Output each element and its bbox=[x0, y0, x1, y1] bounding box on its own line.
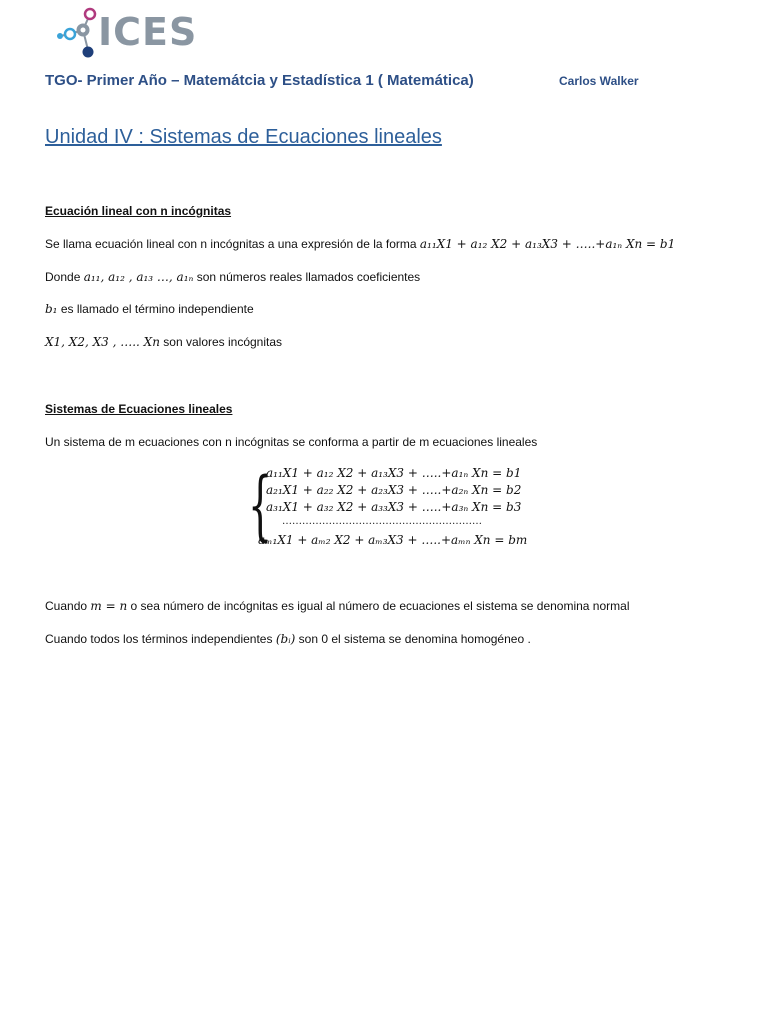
paragraph-homogeneous-system bbox=[45, 632, 531, 646]
unit-title: Unidad IV : Sistemas de Ecuaciones lineales bbox=[45, 126, 442, 148]
coefficients-text: son números reales llamados coeficientes bbox=[196, 270, 421, 284]
system-equation-ellipsis: …………………………………………………… bbox=[282, 516, 482, 527]
author-name: Carlos Walker bbox=[559, 74, 639, 88]
paragraph-unknowns bbox=[45, 335, 282, 349]
normal-formula: m = n bbox=[90, 599, 128, 613]
coefficients-formula: a₁₁, a₁₂ , a₁₃ …, a₁ₙ bbox=[83, 270, 194, 284]
logo-text: ICES bbox=[98, 10, 198, 54]
unknowns-text: son valores incógnitas bbox=[163, 335, 283, 349]
section-heading-systems: Sistemas de Ecuaciones lineales bbox=[45, 402, 233, 416]
normal-prefix: Cuando bbox=[45, 599, 88, 613]
homogeneous-text: son 0 el sistema se denomina homogéneo . bbox=[298, 632, 531, 646]
paragraph-definition bbox=[45, 237, 675, 251]
definition-text: Se llama ecuación lineal con n incógnitas a una expresión de la forma bbox=[45, 237, 417, 251]
paragraph-system-intro: Un sistema de m ecuaciones con n incógnitas se conforma a partir de m ecuaciones lineales bbox=[45, 435, 538, 449]
paragraph-coefficients bbox=[45, 270, 420, 284]
homogeneous-formula: (bᵢ) bbox=[275, 632, 296, 646]
unknowns-formula: X1, X2, X3 , ….. Xn bbox=[45, 335, 160, 349]
independent-term-text: es llamado el término independiente bbox=[60, 302, 254, 316]
molecule-icon bbox=[52, 6, 100, 62]
normal-text: o sea número de incógnitas es igual al número de ecuaciones el sistema se denomina normal bbox=[130, 599, 630, 613]
linear-equation-formula: a₁₁X1 + a₁₂ X2 + a₁₃X3 + …..+a₁ₙ Xn = b1 bbox=[419, 237, 676, 251]
paragraph-normal-system bbox=[45, 599, 630, 613]
system-equation-1: a₁₁X1 + a₁₂ X2 + a₁₃X3 + …..+a₁ₙ Xn = b1 bbox=[266, 466, 522, 480]
independent-term-symbol: b₁ bbox=[45, 302, 58, 316]
section-heading-linear-equation: Ecuación lineal con n incógnitas bbox=[45, 204, 232, 218]
equation-system bbox=[248, 462, 568, 552]
homogeneous-prefix: Cuando todos los términos independientes bbox=[45, 632, 273, 646]
system-equation-2: a₂₁X1 + a₂₂ X2 + a₂₃X3 + …..+a₂ₙ Xn = b2 bbox=[266, 483, 522, 497]
ices-logo bbox=[52, 6, 198, 62]
system-equation-3: a₃₁X1 + a₃₂ X2 + a₃₃X3 + …..+a₃ₙ Xn = b3 bbox=[266, 500, 522, 514]
left-brace: { bbox=[248, 460, 273, 549]
course-header: TGO- Primer Año – Matemátcia y Estadística 1 ( Matemática) bbox=[45, 72, 474, 89]
paragraph-independent-term bbox=[45, 302, 254, 316]
system-equation-m: aₘ₁X1 + aₘ₂ X2 + aₘ₃X3 + …..+aₘₙ Xn = bm bbox=[258, 533, 528, 547]
coefficients-prefix: Donde bbox=[45, 270, 81, 284]
